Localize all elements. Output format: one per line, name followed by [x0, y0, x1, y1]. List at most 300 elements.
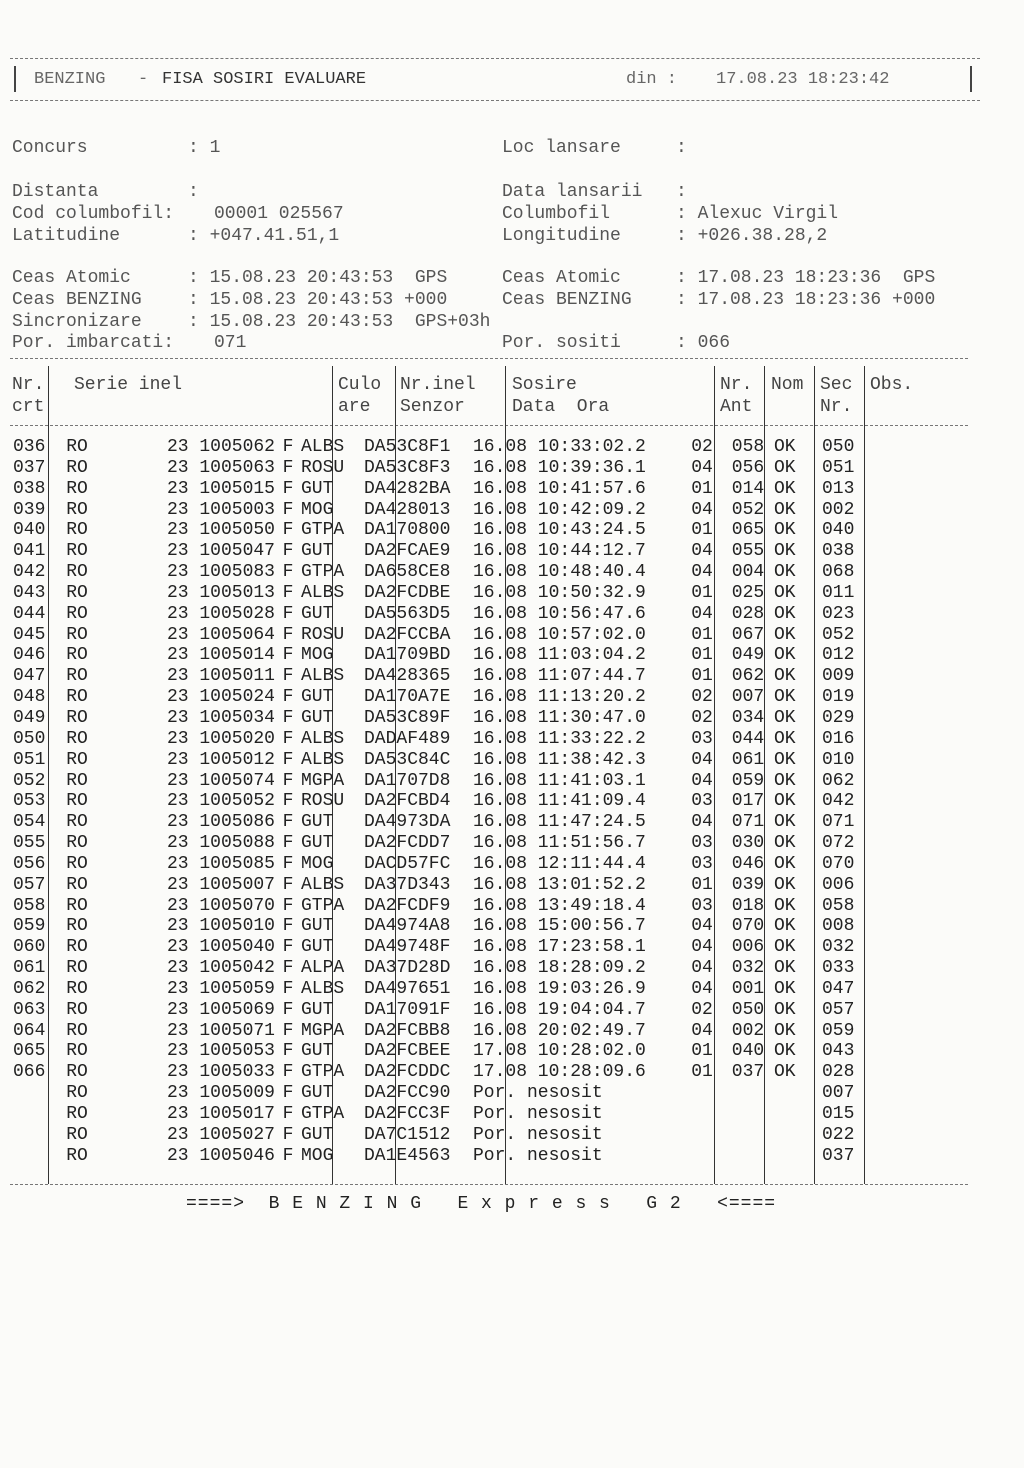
color: ROSU [301, 791, 345, 812]
sex: F [282, 687, 294, 708]
table-row [10, 729, 905, 750]
distanta-value: : [188, 182, 199, 202]
country-code: RO [66, 895, 88, 916]
color: MOG [301, 853, 334, 874]
ant-nr: 04 [691, 1020, 713, 1041]
obs: 007 [822, 1083, 855, 1104]
table-row [10, 604, 905, 625]
arrival-time: 16.08 10:43:24.5 [473, 520, 646, 541]
obs: 051 [822, 457, 855, 478]
sex: F [282, 1020, 294, 1041]
arrival-time: 16.08 19:04:04.7 [473, 999, 646, 1020]
ant-nr: 03 [691, 833, 713, 854]
color: ALBS [301, 874, 345, 895]
color: MGPA [301, 770, 345, 791]
country-code: RO [66, 749, 88, 770]
arrival-time: 17.08 10:28:02.0 [473, 1041, 646, 1062]
sensor-ring: DA2FCBEE [364, 1041, 451, 1062]
sex: F [282, 499, 294, 520]
ring-series: 23 1005033 [166, 1062, 275, 1083]
ceas-benzing-2-label: Ceas BENZING [502, 290, 632, 310]
nom [725, 1146, 771, 1167]
arrival-time: 16.08 10:57:02.0 [473, 624, 646, 645]
ant-nr: 04 [691, 749, 713, 770]
arrival-time: 16.08 11:03:04.2 [473, 645, 646, 666]
table-row [10, 771, 905, 792]
nom: 052 [731, 499, 765, 520]
obs: 042 [822, 791, 855, 812]
obs: 059 [822, 1020, 855, 1041]
nom: 001 [731, 978, 765, 999]
obs: 068 [822, 562, 855, 583]
sensor-ring: DA2FCAE9 [364, 541, 451, 562]
color: GTPA [301, 1104, 345, 1124]
nom: 044 [731, 728, 765, 749]
sensor-ring: DA5563D5 [364, 603, 451, 624]
arrival-time: 16.08 11:41:09.4 [473, 791, 646, 812]
color: ALBS [301, 978, 345, 999]
report-datetime: 17.08.23 18:23:42 [716, 70, 890, 89]
country-code: RO [66, 853, 88, 874]
ring-series: 23 1005020 [166, 728, 275, 749]
ring-series: 23 1005015 [166, 478, 275, 499]
sec-status: OK [774, 812, 796, 833]
col-sosire-header: Sosire [512, 375, 577, 395]
row-number: 041 [13, 541, 46, 562]
row-number: 042 [13, 562, 46, 583]
country-code: RO [66, 791, 88, 812]
col-crt-header: crt [12, 397, 45, 417]
country-code: RO [66, 937, 88, 958]
nom: 070 [731, 916, 765, 937]
color: GUT [301, 687, 334, 708]
ceas-benzing-value: : 15.08.23 20:43:53 +000 [188, 290, 448, 310]
longitudine-value: : +026.38.28,2 [676, 226, 828, 246]
nom: 040 [731, 1041, 765, 1062]
sensor-ring: DA49748F [364, 937, 451, 958]
din-label: din : [626, 70, 678, 89]
country-code: RO [66, 1062, 88, 1083]
sex: F [282, 958, 294, 979]
sensor-ring: DA497651 [364, 978, 451, 999]
table-row [10, 1125, 905, 1146]
sex: F [282, 916, 294, 937]
obs: 047 [822, 978, 855, 999]
porumbei-sositi-value: : 066 [676, 333, 731, 353]
sec-status: OK [774, 833, 796, 854]
ant-nr: 01 [691, 478, 713, 499]
ant-nr: 02 [691, 999, 713, 1020]
nom: 018 [731, 895, 765, 916]
columbofil-label: Columbofil [502, 204, 611, 224]
sex: F [282, 520, 294, 541]
nom: 039 [731, 874, 765, 895]
nom: 061 [731, 749, 765, 770]
ring-series: 23 1005088 [166, 833, 275, 854]
nom [725, 1104, 771, 1125]
col-culoare-header-2: are [338, 397, 371, 417]
table-header-rule [10, 425, 968, 426]
row-number: 045 [13, 624, 46, 645]
table-top-rule [10, 358, 968, 359]
obs: 071 [822, 812, 855, 833]
obs: 070 [822, 853, 855, 874]
table-row [10, 708, 905, 729]
ring-series: 23 1005083 [166, 562, 275, 583]
sex: F [282, 624, 294, 645]
country-code: RO [66, 1083, 88, 1104]
table-row [10, 937, 905, 958]
sec-status: OK [774, 958, 796, 979]
arrival-time: 16.08 10:48:40.4 [473, 562, 646, 583]
sensor-ring: DA1707D8 [364, 770, 451, 791]
arrival-time: 16.08 11:41:03.1 [473, 770, 646, 791]
arrival-time: 16.08 11:38:42.3 [473, 749, 646, 770]
table-row [10, 625, 905, 646]
row-number: 047 [13, 666, 46, 687]
ant-nr: 04 [691, 541, 713, 562]
ring-series: 23 1005017 [166, 1104, 275, 1124]
table-row [10, 479, 905, 500]
sec-status: OK [774, 478, 796, 499]
sec-status: OK [774, 499, 796, 520]
arrival-time: 16.08 10:56:47.6 [473, 603, 646, 624]
row-number: 036 [13, 437, 46, 457]
row-number: 043 [13, 582, 46, 603]
color: MOG [301, 645, 334, 666]
ant-nr: 03 [691, 895, 713, 916]
country-code: RO [66, 1041, 88, 1062]
loc-lansare-label: Loc lansare [502, 138, 621, 158]
sex: F [282, 749, 294, 770]
table-row [10, 645, 905, 666]
table-row [10, 562, 905, 583]
latitudine-value: : +047.41.51,1 [188, 226, 340, 246]
row-number: 051 [13, 749, 46, 770]
table-row [10, 896, 905, 917]
country-code: RO [66, 770, 88, 791]
obs: 006 [822, 874, 855, 895]
country-code: RO [66, 958, 88, 979]
sec-status: OK [774, 728, 796, 749]
obs: 050 [822, 437, 855, 457]
table-row [10, 1021, 905, 1042]
table-row [10, 916, 905, 937]
sex: F [282, 645, 294, 666]
ring-series: 23 1005010 [166, 916, 275, 937]
color: ALBS [301, 728, 345, 749]
sensor-ring: DADAF489 [364, 728, 451, 749]
nom: 065 [731, 520, 765, 541]
sex: F [282, 478, 294, 499]
obs: 011 [822, 582, 855, 603]
ant-nr: 01 [691, 645, 713, 666]
ant-nr: 01 [691, 582, 713, 603]
country-code: RO [66, 687, 88, 708]
table-row [10, 1062, 905, 1083]
sex: F [282, 1124, 294, 1145]
country-code: RO [66, 707, 88, 728]
nom: 062 [731, 666, 765, 687]
sensor-ring: DA37D28D [364, 958, 451, 979]
porumbei-imbarcati-label: Por. imbarcati: [12, 333, 175, 353]
footer-banner: ====> B E N Z I N G E x p r e s s G 2 <==== [186, 1194, 777, 1214]
sex: F [282, 541, 294, 562]
ant-nr: 04 [691, 562, 713, 583]
sec-status: OK [774, 895, 796, 916]
table-row [10, 687, 905, 708]
sensor-ring: DA4282BA [364, 478, 451, 499]
nom: 071 [731, 812, 765, 833]
sex: F [282, 937, 294, 958]
ceas-benzing-label: Ceas BENZING [12, 290, 142, 310]
country-code: RO [66, 478, 88, 499]
nom: 050 [731, 999, 765, 1020]
nom: 058 [731, 437, 765, 457]
table-row [10, 437, 905, 458]
color: GUT [301, 1083, 334, 1104]
arrival-time: 16.08 11:07:44.7 [473, 666, 646, 687]
row-number [10, 1083, 50, 1104]
sex: F [282, 457, 294, 478]
sec-status: OK [774, 1062, 796, 1083]
data-lansarii-value: : [676, 182, 687, 202]
ant-nr: 02 [691, 687, 713, 708]
nom: 025 [731, 582, 765, 603]
distanta-label: Distanta [12, 182, 99, 202]
arrival-time: 16.08 20:02:49.7 [473, 1020, 646, 1041]
obs: 023 [822, 603, 855, 624]
ant-nr: 01 [691, 520, 713, 541]
col-nom-header: Nom [771, 375, 804, 395]
color: ROSU [301, 624, 345, 645]
obs: 008 [822, 916, 855, 937]
sex: F [282, 833, 294, 854]
col-culoare-header: Culo [338, 375, 382, 395]
nom: 017 [731, 791, 765, 812]
sensor-ring: DA1E4563 [364, 1145, 451, 1166]
table-row [10, 1000, 905, 1021]
ant-nr: 01 [691, 666, 713, 687]
obs: 013 [822, 478, 855, 499]
ant-nr: 02 [691, 437, 713, 457]
obs: 033 [822, 958, 855, 979]
country-code: RO [66, 916, 88, 937]
sec-status: OK [774, 916, 796, 937]
ring-series: 23 1005003 [166, 499, 275, 520]
obs: 038 [822, 541, 855, 562]
row-number: 044 [13, 603, 46, 624]
table-row [10, 1146, 905, 1167]
arrivals-table-body [10, 437, 905, 1167]
sex: F [282, 562, 294, 583]
color: ALBS [301, 582, 345, 603]
country-code: RO [66, 624, 88, 645]
report-header [14, 66, 976, 96]
nom: 004 [731, 562, 765, 583]
obs: 002 [822, 499, 855, 520]
color: GUT [301, 707, 334, 728]
color: GUT [301, 541, 334, 562]
sensor-ring: DA2FCBB8 [364, 1020, 451, 1041]
obs: 022 [822, 1124, 855, 1145]
country-code: RO [66, 437, 88, 457]
ant-nr [679, 1125, 725, 1146]
ant-nr: 03 [691, 853, 713, 874]
ring-series: 23 1005034 [166, 707, 275, 728]
sec-status: OK [774, 999, 796, 1020]
col-senzor-header: Senzor [400, 397, 465, 417]
color: MOG [301, 1145, 334, 1166]
row-number: 038 [13, 478, 46, 499]
sensor-ring: DA7C1512 [364, 1124, 451, 1145]
sec-status: OK [774, 582, 796, 603]
sensor-ring: DA2FCC90 [364, 1083, 451, 1104]
sensor-ring: DA4974A8 [364, 916, 451, 937]
country-code: RO [66, 645, 88, 666]
loc-lansare-value: : [676, 138, 687, 158]
ant-nr: 03 [691, 791, 713, 812]
obs: 062 [822, 770, 855, 791]
row-number: 060 [13, 937, 46, 958]
color: ALBS [301, 666, 345, 687]
row-number: 058 [13, 895, 46, 916]
ant-nr: 04 [691, 916, 713, 937]
sensor-ring: DA1709BD [364, 645, 451, 666]
obs: 009 [822, 666, 855, 687]
arrival-time: 16.08 19:03:26.9 [473, 978, 646, 999]
row-number: 062 [13, 978, 46, 999]
obs: 019 [822, 687, 855, 708]
col-nr-header: Nr. [12, 375, 45, 395]
ant-nr: 04 [691, 457, 713, 478]
ring-series: 23 1005028 [166, 603, 275, 624]
country-code: RO [66, 457, 88, 478]
country-code: RO [66, 603, 88, 624]
ant-nr: 01 [691, 1041, 713, 1062]
country-code: RO [66, 1145, 88, 1166]
ring-series: 23 1005011 [166, 666, 275, 687]
table-row [10, 833, 905, 854]
arrival-time: 16.08 10:41:57.6 [473, 478, 646, 499]
country-code: RO [66, 874, 88, 895]
ant-nr: 01 [691, 624, 713, 645]
sensor-ring: DA428365 [364, 666, 451, 687]
sex: F [282, 1104, 294, 1124]
country-code: RO [66, 1104, 88, 1124]
columbofil-value: : Alexuc Virgil [676, 204, 839, 224]
arrival-time: 16.08 11:30:47.0 [473, 707, 646, 728]
sec-status: OK [774, 457, 796, 478]
program-name: BENZING [34, 70, 106, 89]
nom: 067 [731, 624, 765, 645]
arrival-time: 16.08 10:44:12.7 [473, 541, 646, 562]
row-number: 063 [13, 999, 46, 1020]
ring-series: 23 1005042 [166, 958, 275, 979]
table-row [10, 500, 905, 521]
color: MGPA [301, 1020, 345, 1041]
sec-status: OK [774, 645, 796, 666]
sex: F [282, 582, 294, 603]
sec-status: OK [774, 624, 796, 645]
arrival-time: 17.08 10:28:09.6 [473, 1062, 646, 1083]
ring-series: 23 1005046 [166, 1145, 275, 1166]
country-code: RO [66, 1020, 88, 1041]
color: GTPA [301, 895, 345, 916]
nom: 014 [731, 478, 765, 499]
color: GUT [301, 937, 334, 958]
sex: F [282, 978, 294, 999]
row-number: 049 [13, 707, 46, 728]
sensor-ring: DA2FCDBE [364, 582, 451, 603]
arrival-time: 16.08 10:50:32.9 [473, 582, 646, 603]
nom: 028 [731, 603, 765, 624]
sec-status: OK [774, 541, 796, 562]
sex: F [282, 728, 294, 749]
nom: 034 [731, 707, 765, 728]
sensor-ring: DA53C8F1 [364, 437, 451, 457]
arrivals-table [10, 437, 905, 1167]
nom: 006 [731, 937, 765, 958]
header-separator: - [138, 70, 149, 89]
sensor-ring: DA2FCDF9 [364, 895, 451, 916]
ring-series: 23 1005069 [166, 999, 275, 1020]
concurs-value: : 1 [188, 138, 221, 158]
ring-series: 23 1005014 [166, 645, 275, 666]
obs: 072 [822, 833, 855, 854]
ring-series: 23 1005074 [166, 770, 275, 791]
color: GTPA [301, 1062, 345, 1083]
sex: F [282, 874, 294, 895]
table-row [10, 791, 905, 812]
ant-nr: 04 [691, 958, 713, 979]
sex: F [282, 1083, 294, 1104]
table-row [10, 520, 905, 541]
sex: F [282, 812, 294, 833]
sex: F [282, 895, 294, 916]
country-code: RO [66, 520, 88, 541]
ring-series: 23 1005062 [166, 437, 275, 457]
color: ALBS [301, 437, 345, 457]
ant-nr: 04 [691, 603, 713, 624]
ring-series: 23 1005012 [166, 749, 275, 770]
ant-nr: 04 [691, 499, 713, 520]
arrival-time: 16.08 13:01:52.2 [473, 874, 646, 895]
row-number [10, 1125, 50, 1146]
sincronizare-label: Sincronizare [12, 312, 142, 332]
ceas-benzing-2-value: : 17.08.23 18:23:36 +000 [676, 290, 936, 310]
sensor-ring: DA658CE8 [364, 562, 451, 583]
ring-series: 23 1005071 [166, 1020, 275, 1041]
col-serie-header: Serie inel [74, 375, 183, 395]
color: GUT [301, 833, 334, 854]
sec-status: OK [774, 1020, 796, 1041]
sensor-ring: DA170A7E [364, 687, 451, 708]
col-ant-header-2: Ant [720, 397, 753, 417]
header-right-bar [970, 66, 972, 92]
table-row [10, 666, 905, 687]
header-top-rule [10, 58, 980, 59]
sex: F [282, 770, 294, 791]
ant-nr: 04 [691, 937, 713, 958]
country-code: RO [66, 728, 88, 749]
data-lansarii-label: Data lansarii [502, 182, 643, 202]
latitudine-label: Latitudine [12, 226, 121, 246]
country-code: RO [66, 541, 88, 562]
sensor-ring: DA2FCBD4 [364, 791, 451, 812]
arrival-time: 16.08 11:33:22.2 [473, 728, 646, 749]
sec-status: OK [774, 791, 796, 812]
